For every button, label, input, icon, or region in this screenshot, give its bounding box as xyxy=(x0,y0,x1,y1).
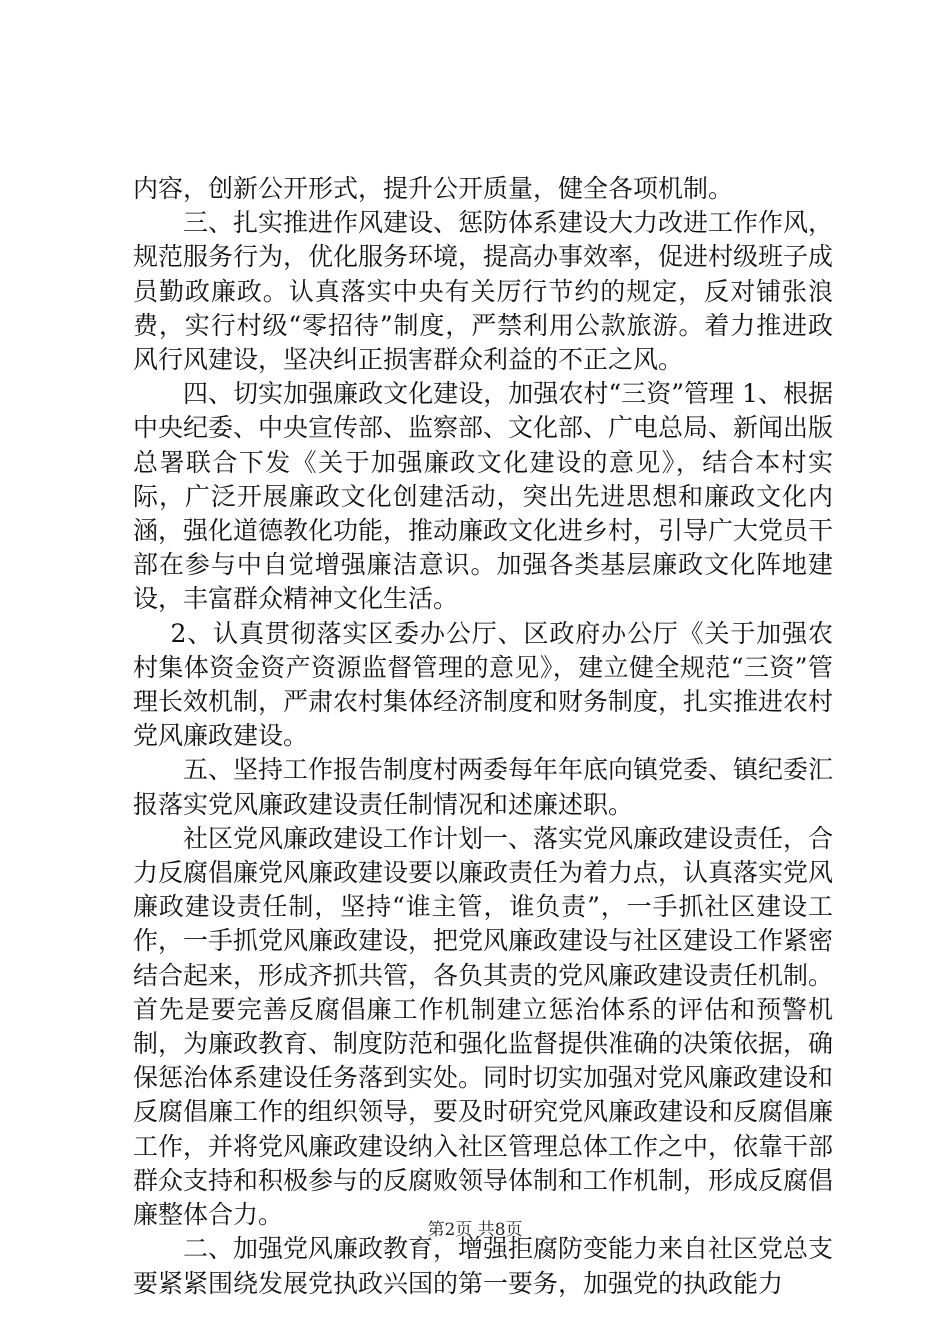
paragraph-3: 四、切实加强廉政文化建设，加强农村“三资”管理 1、根据中央纪委、中央宣传部、监察部、文化部、广电总局、新闻出版总署联合下发《关于加强廉政文化建设的意见》，结合本村实际，广泛开展廉政文化创建活动，突出先进思想和廉政文化内涵，强化道德教化功能，推动廉政文化进乡村，引导广大党员干部在参与中自觉增强廉洁意识。加强各类基层廉政文化阵地建设，丰富群众精神文化生活。 xyxy=(133,379,834,614)
paragraph-1: 内容，创新公开形式，提升公开质量，健全各项机制。 xyxy=(133,174,734,203)
document-body xyxy=(133,172,833,1301)
page-footer: 第2页 共8页 xyxy=(427,1220,523,1240)
paragraph-2: 三、扎实推进作风建设、惩防体系建设大力改进工作作风，规范服务行为，优化服务环境，提高办事效率，促进村级班子成员勤政廉政。认真落实中央有关厉行节约的规定，反对铺张浪费，实行村级“零招待”制度，严禁利用公款旅游。着力推进政风行风建设，坚决纠正损害群众利益的不正之风。 xyxy=(133,208,834,375)
paragraph-4: 2、认真贯彻落实区委办公厅、区政府办公厅《关于加强农村集体资金资产资源监督管理的意见》，建立健全规范“三资”管理长效机制，严肃农村集体经济制度和财务制度，扎实推进农村党风廉政建设。 xyxy=(133,618,834,751)
paragraph-7: 二、加强党风廉政教育，增强拒腐防变能力来自社区党总支要紧紧围绕发展党执政兴国的第一要务，加强党的执政能力 xyxy=(133,1234,834,1298)
paragraph-5: 五、坚持工作报告制度村两委每年年底向镇党委、镇纪委汇报落实党风廉政建设责任制情况和述廉述职。 xyxy=(133,755,834,819)
paragraph-6: 社区党风廉政建设工作计划一、落实党风廉政建设责任，合力反腐倡廉党风廉政建设要以廉政责任为着力点，认真落实党风廉政建设责任制，坚持“谁主管，谁负责”，一手抓社区建设工作，一手抓党风廉政建设，把党风廉政建设与社区建设工作紧密结合起来，形成齐抓共管，各负其责的党风廉政建设责任机制。首先是要完善反腐倡廉工作机制建立惩治体系的评估和预警机制，为廉政教育、制度防范和强化监督提供准确的决策依据，确保惩治体系建设任务落到实处。同时切实加强对党风廉政建设和反腐倡廉工作的组织领导，要及时研究党风廉政建设和反腐倡廉工作，并将党风廉政建设纳入社区管理总体工作之中，依靠干部群众支持和积极参与的反腐败领导体制和工作机制，形成反腐倡廉整体合力。 xyxy=(133,823,834,1230)
